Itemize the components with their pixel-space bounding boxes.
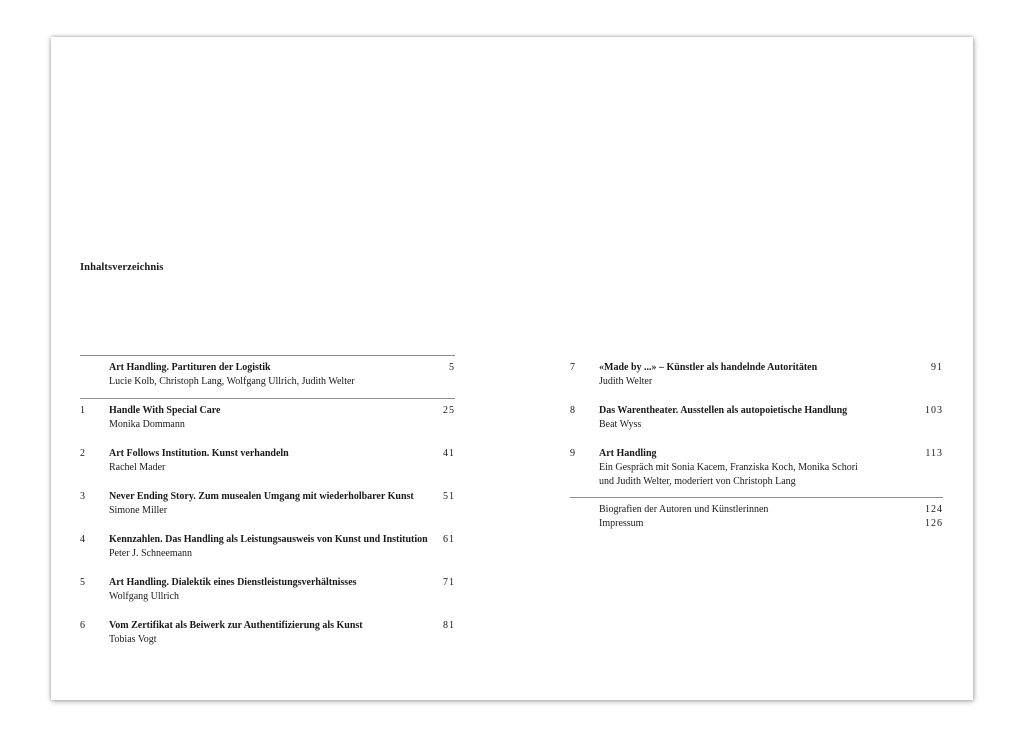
entry-author: Rachel Mader <box>109 462 166 473</box>
toc-entry-3[interactable] <box>80 490 455 518</box>
appendix-label: Impressum <box>599 518 644 529</box>
entry-author: Simone Miller <box>109 505 168 516</box>
appendix-page: 124 <box>925 504 943 515</box>
entry-author-continued: und Judith Welter, moderiert von Christoph Lang <box>599 476 796 487</box>
entry-title: Vom Zertifikat als Beiwerk zur Authentifizierung als Kunst <box>109 620 363 631</box>
toc-appendix-biographies[interactable] <box>570 503 943 517</box>
toc-entry-2[interactable] <box>80 447 455 475</box>
divider-rule <box>80 355 455 356</box>
entry-number: 4 <box>80 534 85 545</box>
entry-title: Art Follows Institution. Kunst verhandeln <box>109 448 289 459</box>
entry-page: 113 <box>925 448 943 459</box>
entry-title: Art Handling. Dialektik eines Dienstleistungsverhältnisses <box>109 577 357 588</box>
entry-page: 51 <box>443 491 455 502</box>
entry-author: Lucie Kolb, Christoph Lang, Wolfgang Ullrich, Judith Welter <box>109 376 355 387</box>
entry-page: 41 <box>443 448 455 459</box>
entry-author: Ein Gespräch mit Sonia Kacem, Franziska Koch, Monika Schori <box>599 462 858 473</box>
entry-number: 6 <box>80 620 85 631</box>
entry-author: Tobias Vogt <box>109 634 157 645</box>
entry-number: 3 <box>80 491 85 502</box>
appendix-label: Biografien der Autoren und Künstlerinnen <box>599 504 769 515</box>
appendix-page: 126 <box>925 518 943 529</box>
entry-title: Never Ending Story. Zum musealen Umgang mit wiederholbarer Kunst <box>109 491 414 502</box>
entry-title: Handle With Special Care <box>109 405 221 416</box>
divider-rule <box>570 497 943 498</box>
entry-number: 2 <box>80 448 85 459</box>
entry-author: Monika Dommann <box>109 419 185 430</box>
entry-page: 103 <box>925 405 943 416</box>
entry-author: Judith Welter <box>599 376 653 387</box>
entry-page: 91 <box>931 362 943 373</box>
toc-right-column <box>570 355 943 531</box>
toc-entry-8[interactable] <box>570 404 943 432</box>
entry-number: 9 <box>570 448 575 459</box>
entry-title: Das Warentheater. Ausstellen als autopoietische Handlung <box>599 405 848 416</box>
entry-page: 61 <box>443 534 455 545</box>
toc-entry-1[interactable] <box>80 404 455 432</box>
entry-page: 25 <box>443 405 455 416</box>
entry-number: 8 <box>570 405 575 416</box>
entry-number: 7 <box>570 362 575 373</box>
toc-appendix-imprint[interactable] <box>570 517 943 531</box>
entry-number: 5 <box>80 577 85 588</box>
entry-title: Art Handling <box>599 448 657 459</box>
toc-left-column <box>80 355 455 647</box>
divider-rule <box>80 398 455 399</box>
toc-entry-9[interactable] <box>570 447 943 489</box>
entry-title: «Made by ...» – Künstler als handelnde Autoritäten <box>599 362 818 373</box>
entry-author: Peter J. Schneemann <box>109 548 193 559</box>
entry-page: 71 <box>443 577 455 588</box>
toc-heading: Inhaltsverzeichnis <box>80 262 164 273</box>
toc-entry-intro[interactable] <box>80 361 455 389</box>
entry-number: 1 <box>80 405 85 416</box>
entry-page: 5 <box>449 362 455 373</box>
entry-page: 81 <box>443 620 455 631</box>
toc-entry-6[interactable] <box>80 619 455 647</box>
entry-author: Beat Wyss <box>599 419 642 430</box>
toc-entry-5[interactable] <box>80 576 455 604</box>
book-page-spread <box>51 37 973 700</box>
toc-entry-7[interactable] <box>570 361 943 389</box>
toc-entry-4[interactable] <box>80 533 455 561</box>
entry-title: Kennzahlen. Das Handling als Leistungsausweis von Kunst und Institution <box>109 534 428 545</box>
entry-author: Wolfgang Ullrich <box>109 591 180 602</box>
entry-title: Art Handling. Partituren der Logistik <box>109 362 271 373</box>
